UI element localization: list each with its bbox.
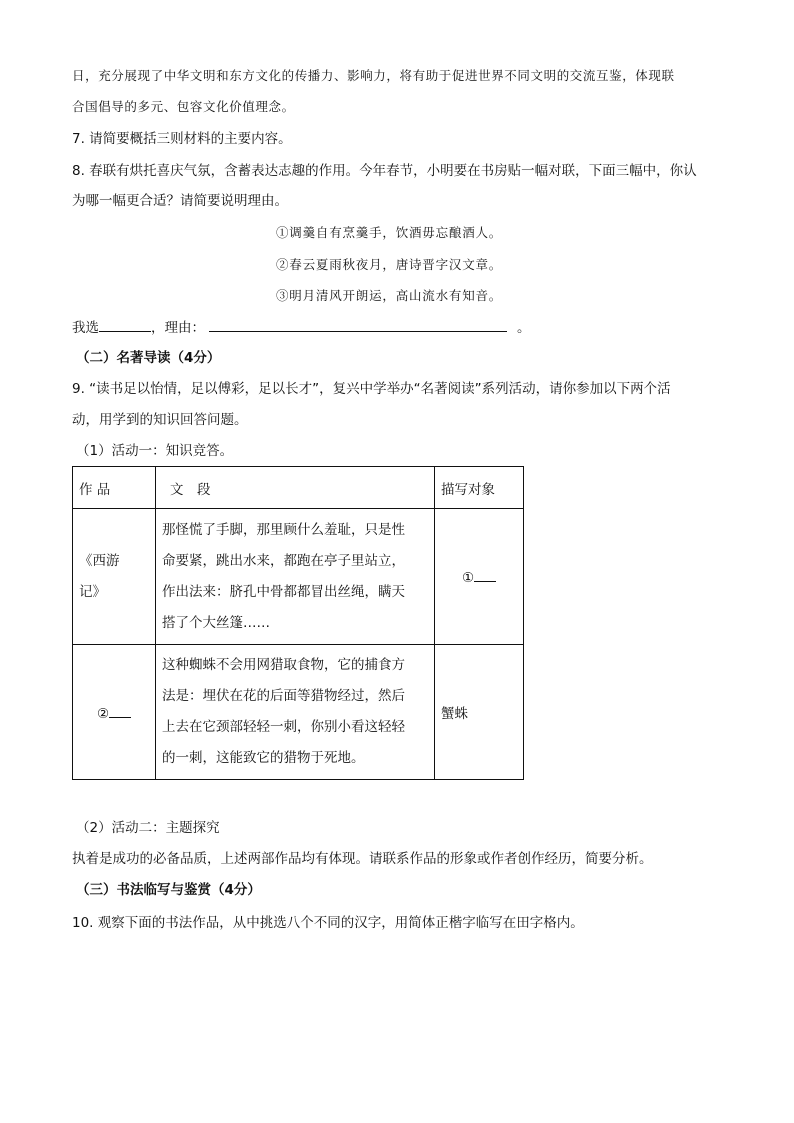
question-8-line-1: 8. 春联有烘托喜庆气氛，含蓄表达志趣的作用。今年春节，小明要在书房贴一幅对联，下面三幅中，你认 bbox=[72, 163, 697, 179]
question-9-line-2: 动，用学到的知识回答问题。 bbox=[72, 412, 248, 428]
object-blank[interactable] bbox=[474, 567, 496, 582]
answer-choice-label: 我选 bbox=[72, 320, 99, 336]
work-cell bbox=[73, 645, 156, 780]
header-object: 描写对象 bbox=[435, 467, 524, 509]
table-row bbox=[73, 645, 524, 780]
work-title: 《西游记》 bbox=[79, 552, 120, 600]
couplet-2: ②春云夏雨秋夜月，唐诗晋字汉文章。 bbox=[276, 257, 503, 272]
passage-line: 的一刺，这能致它的猎物于死地。 bbox=[162, 750, 365, 766]
couplet-1: ①调羹自有烹羹手，饮酒毋忘酿酒人。 bbox=[276, 225, 503, 240]
answer-reason-label: ，理由： bbox=[151, 320, 205, 336]
activity-2: （2）活动二：主题探究 bbox=[76, 820, 220, 836]
couplet-3: ③明月清风开朗运，高山流水有知音。 bbox=[276, 288, 503, 303]
passage-line: 这种蜘蛛不会用网猎取食物，它的捕食方 bbox=[162, 657, 405, 673]
header-work: 作 品 bbox=[73, 467, 156, 509]
question-9-line-1: 9. “读书足以怡情，足以傅彩，足以长才”，复兴中学举办“名著阅读”系列活动，请你参加以下两个活 bbox=[72, 381, 671, 397]
intro-line-1: 日，充分展现了中华文明和东方文化的传播力、影响力，将有助于促进世界不同文明的交流互鉴，体现联 bbox=[72, 68, 675, 83]
choice-blank[interactable] bbox=[99, 317, 151, 332]
question-7: 7. 请简要概括三则材料的主要内容。 bbox=[72, 131, 292, 147]
object-cell bbox=[435, 509, 524, 645]
blank-marker: ① bbox=[461, 570, 475, 586]
activity-2-text: 执着是成功的必备品质，上述两部作品均有体现。请联系作品的形象或作者创作经历，简要分析。 bbox=[72, 851, 653, 867]
reason-blank[interactable] bbox=[209, 317, 507, 332]
table-row bbox=[73, 509, 524, 645]
answer-line bbox=[72, 317, 531, 338]
reading-table bbox=[72, 466, 524, 780]
question-10: 10. 观察下面的书法作品，从中挑选八个不同的汉字，用简体正楷字临写在田字格内。 bbox=[72, 915, 584, 931]
blank-marker: ② bbox=[96, 705, 110, 722]
passage-line: 作出法来：脐孔中骨都都冒出丝绳，瞒天 bbox=[162, 583, 405, 600]
passage-line: 命要紧，跳出水来，都跑在亭子里站立， bbox=[162, 552, 405, 569]
passage-line: 搭了个大丝篷…… bbox=[162, 614, 270, 631]
table-header-row bbox=[73, 467, 524, 509]
answer-end: 。 bbox=[517, 320, 531, 336]
passage-cell bbox=[156, 645, 435, 780]
section-2-title: （二）名著导读（4分） bbox=[76, 350, 221, 366]
header-passage: 文 段 bbox=[156, 467, 435, 509]
work-cell bbox=[73, 509, 156, 645]
question-8-line-2: 为哪一幅更合适？请简要说明理由。 bbox=[72, 193, 288, 209]
activity-1: （1）活动一：知识竞答。 bbox=[76, 443, 234, 459]
work-blank[interactable] bbox=[109, 703, 131, 718]
passage-line: 法是：埋伏在花的后面等猎物经过，然后 bbox=[162, 688, 405, 704]
intro-line-2: 合国倡导的多元、包容文化价值理念。 bbox=[72, 99, 295, 114]
passage-line: 上去在它颈部轻轻一刺，你别小看这轻轻 bbox=[162, 719, 405, 735]
passage-cell bbox=[156, 509, 435, 645]
object-cell: 蟹蛛 bbox=[435, 645, 524, 780]
section-3-title: （三）书法临写与鉴赏（4分） bbox=[76, 882, 261, 898]
passage-line: 那怪慌了手脚，那里顾什么羞耻，只是性 bbox=[162, 521, 405, 538]
